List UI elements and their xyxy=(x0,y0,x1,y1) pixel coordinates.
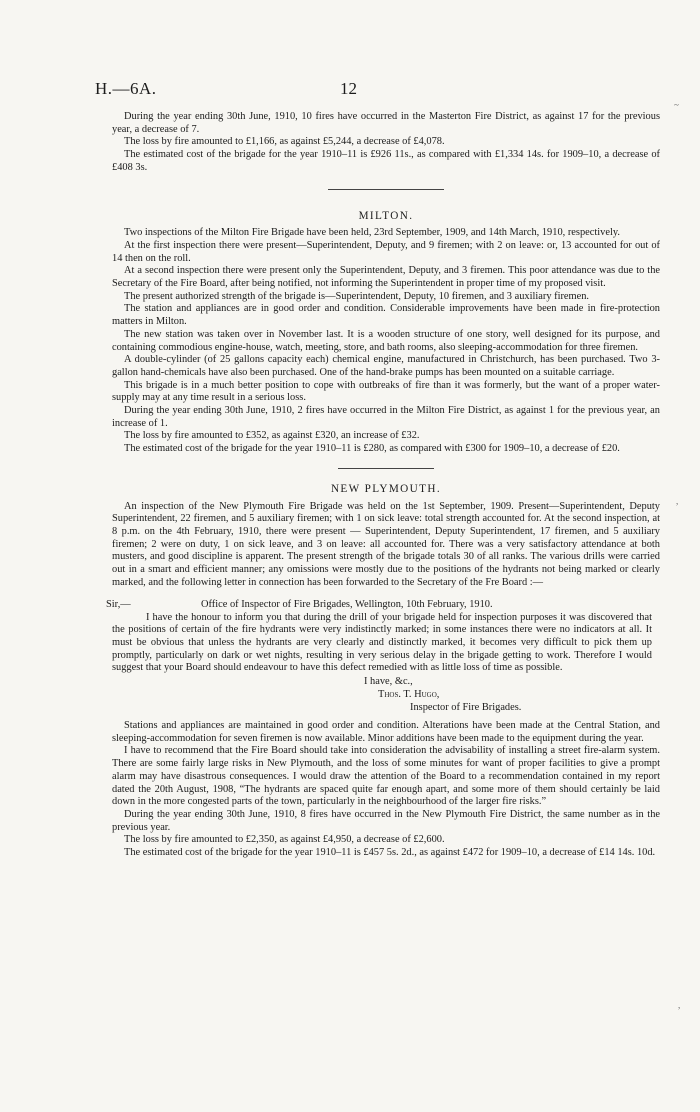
page-header xyxy=(95,79,700,103)
paragraph: The loss by fire amounted to £2,350, as against £4,950, a decrease of £2,600. xyxy=(124,834,445,846)
letter-header xyxy=(106,599,652,612)
paragraph: The new station was taken over in November last. It is a wooden structure of one story, well designed for its purpose, and containing commodious engine-house, watch, meeting, store, and bath rooms, also sleeping-accommodation for three firemen. xyxy=(112,328,660,353)
paragraph: A double-cylinder (of 25 gallons capacity each) chemical engine, manufactured in Christchurch, has been purchased. Two 3-gallon hand-chemicals have also been purchased. One of the hand-brake pumps has been mounted on a suitable carriage. xyxy=(112,354,660,378)
margin-mark: ~ xyxy=(674,100,679,110)
paragraph: The estimated cost of the brigade for the year 1910–11 is £280, as compared with £300 for 1909–10, a decrease of £20. xyxy=(124,443,620,455)
letter-salutation: Sir,— xyxy=(106,598,131,610)
paragraph: At a second inspection there were present only the Superintendent, Deputy, and 3 firemen. This poor attendance was due to the Secretary of the Fire Board, after being notified, not informing the Superintendent in proper time of my proposed visit. xyxy=(112,265,660,290)
paragraph: During the year ending 30th June, 1910, 10 fires have occurred in the Masterton Fire District, as against 17 for the previous year, a decrease of 7. xyxy=(112,111,660,135)
paragraph: During the year ending 30th June, 1910, 8 fires have occurred in the New Plymouth Fire District, the same number as in the previous year. xyxy=(112,808,660,833)
paragraph: The estimated cost of the brigade for the year 1910–11 is £926 11s., as compared with £1,334 14s. for 1909–10, a decrease of £408 3s. xyxy=(112,149,660,173)
section-heading: MILTON. xyxy=(358,209,414,222)
page-body xyxy=(106,111,660,860)
paragraph: The loss by fire amounted to £352, as against £320, an increase of £32. xyxy=(124,430,420,442)
paragraph: I have to recommend that the Fire Board should take into consideration the advisability of installing a street fire-alarm system. There are some fairly large risks in New Plymouth, and the loss of some minutes for want of proper facilities to give a prompt alarm may have disastrous consequences. I would draw the attention of the Board to a recommendation contained in my report dated the 20th August, 1908, “The hydrants are spaced quite far enough apart, and some more of them should certainly be laid down in the more congested parts of the town, particularly in the neighbourhood of the larger fire risks.” xyxy=(112,745,660,808)
margin-mark: , xyxy=(678,1000,681,1010)
letter-body: I have the honour to inform you that during the drill of your brigade held for inspection purposes it was discovered that the positions of certain of the fire hydrants were very indistinctly marked; in some instances there were no indicators at all. It must be obvious that unless the hydrants are very clearly and distinctly marked, it becomes very difficult to pick them up promptly, particularly on dark or wet nights, resulting in very serious delay in the brigade getting to work. Therefore I would suggest that your Board should endeavour to have this defect remedied with as little loss of time as possible. xyxy=(112,611,652,674)
section-divider xyxy=(328,189,444,190)
paragraph: The loss by fire amounted to £1,166, as against £5,244, a decrease of £4,078. xyxy=(124,136,445,148)
letter-signature-block xyxy=(106,675,652,715)
letter-closing: I have, &c., xyxy=(364,676,413,688)
paragraph: Two inspections of the Milton Fire Brigade have been held, 23rd September, 1909, and 14th March, 1910, respectively. xyxy=(124,227,620,239)
masterton-section xyxy=(112,111,660,175)
paragraph: The present authorized strength of the brigade is—Superintendent, Deputy, 10 firemen, and 3 auxiliary firemen. xyxy=(124,290,590,302)
margin-mark: , xyxy=(676,496,679,506)
section-heading: NEW PLYMOUTH. xyxy=(330,482,442,495)
paragraph: At the first inspection there were present—Superintendent, Deputy, and 9 firemen; with 2 on leave: or, 13 accounted for out of 14 then on the roll. xyxy=(112,239,660,264)
paragraph: The estimated cost of the brigade for the year 1910–11 is £457 5s. 2d., as against £472 for 1909–10, a decrease of £14 14s. 10d. xyxy=(124,847,656,859)
letter-office-line: Office of Inspector of Fire Brigades, Wellington, 10th February, 1910. xyxy=(201,598,493,610)
milton-section xyxy=(112,210,660,456)
report-reference: H.—6A. xyxy=(95,79,157,98)
paragraph: An inspection of the New Plymouth Fire Brigade was held on the 1st September, 1909. Present—Superintendent, Deputy Superintendent, 22 firemen, and 5 auxiliary firemen; with 1 on sick leave: total strength accounted for. At the second inspection, at 8 p.m. on the 4th February, 1910, there were present — Superintendent, Deputy Superintendent, 17 firemen, and 5 auxiliary firemen; 2 were on duty, 1 on sick leave, and 3 on leave: all accounted for. There was a very satisfactory attendance at both musters, and good discipline is apparent. The present strength of the brigade totals 30 of all ranks. The various drills were carried out in a smart and efficient manner; any omissions were mostly due to the positions of the hydrants not being marked or clearly marked, and the following letter in connection has been forwarded to the Secretary of the Fre Board :— xyxy=(112,500,660,588)
paragraph: This brigade is in a much better position to cope with outbreaks of fire than it was formerly, but the want of a proper water-supply may at any time result in a serious loss. xyxy=(112,379,660,404)
new-plymouth-section xyxy=(106,482,660,860)
section-divider xyxy=(338,468,434,469)
letter-signature-title: Inspector of Fire Brigades. xyxy=(410,702,522,714)
page-number: 12 xyxy=(340,79,357,98)
paragraph: During the year ending 30th June, 1910, 2 fires have occurred in the Milton Fire District, as against 1 for the previous year, an increase of 1. xyxy=(112,405,660,429)
quoted-letter xyxy=(106,599,652,716)
paragraph: The station and appliances are in good order and condition. Considerable improvements have been made in fire-protection matters in Milton. xyxy=(112,303,660,328)
paragraph: Stations and appliances are maintained in good order and condition. Alterations have been made at the Central Station, and sleeping-accommodation for seven firemen is now available. Minor additions have been made to the equipment during the year. xyxy=(112,720,660,744)
letter-signature: Thos. T. Hugo, xyxy=(378,689,440,701)
